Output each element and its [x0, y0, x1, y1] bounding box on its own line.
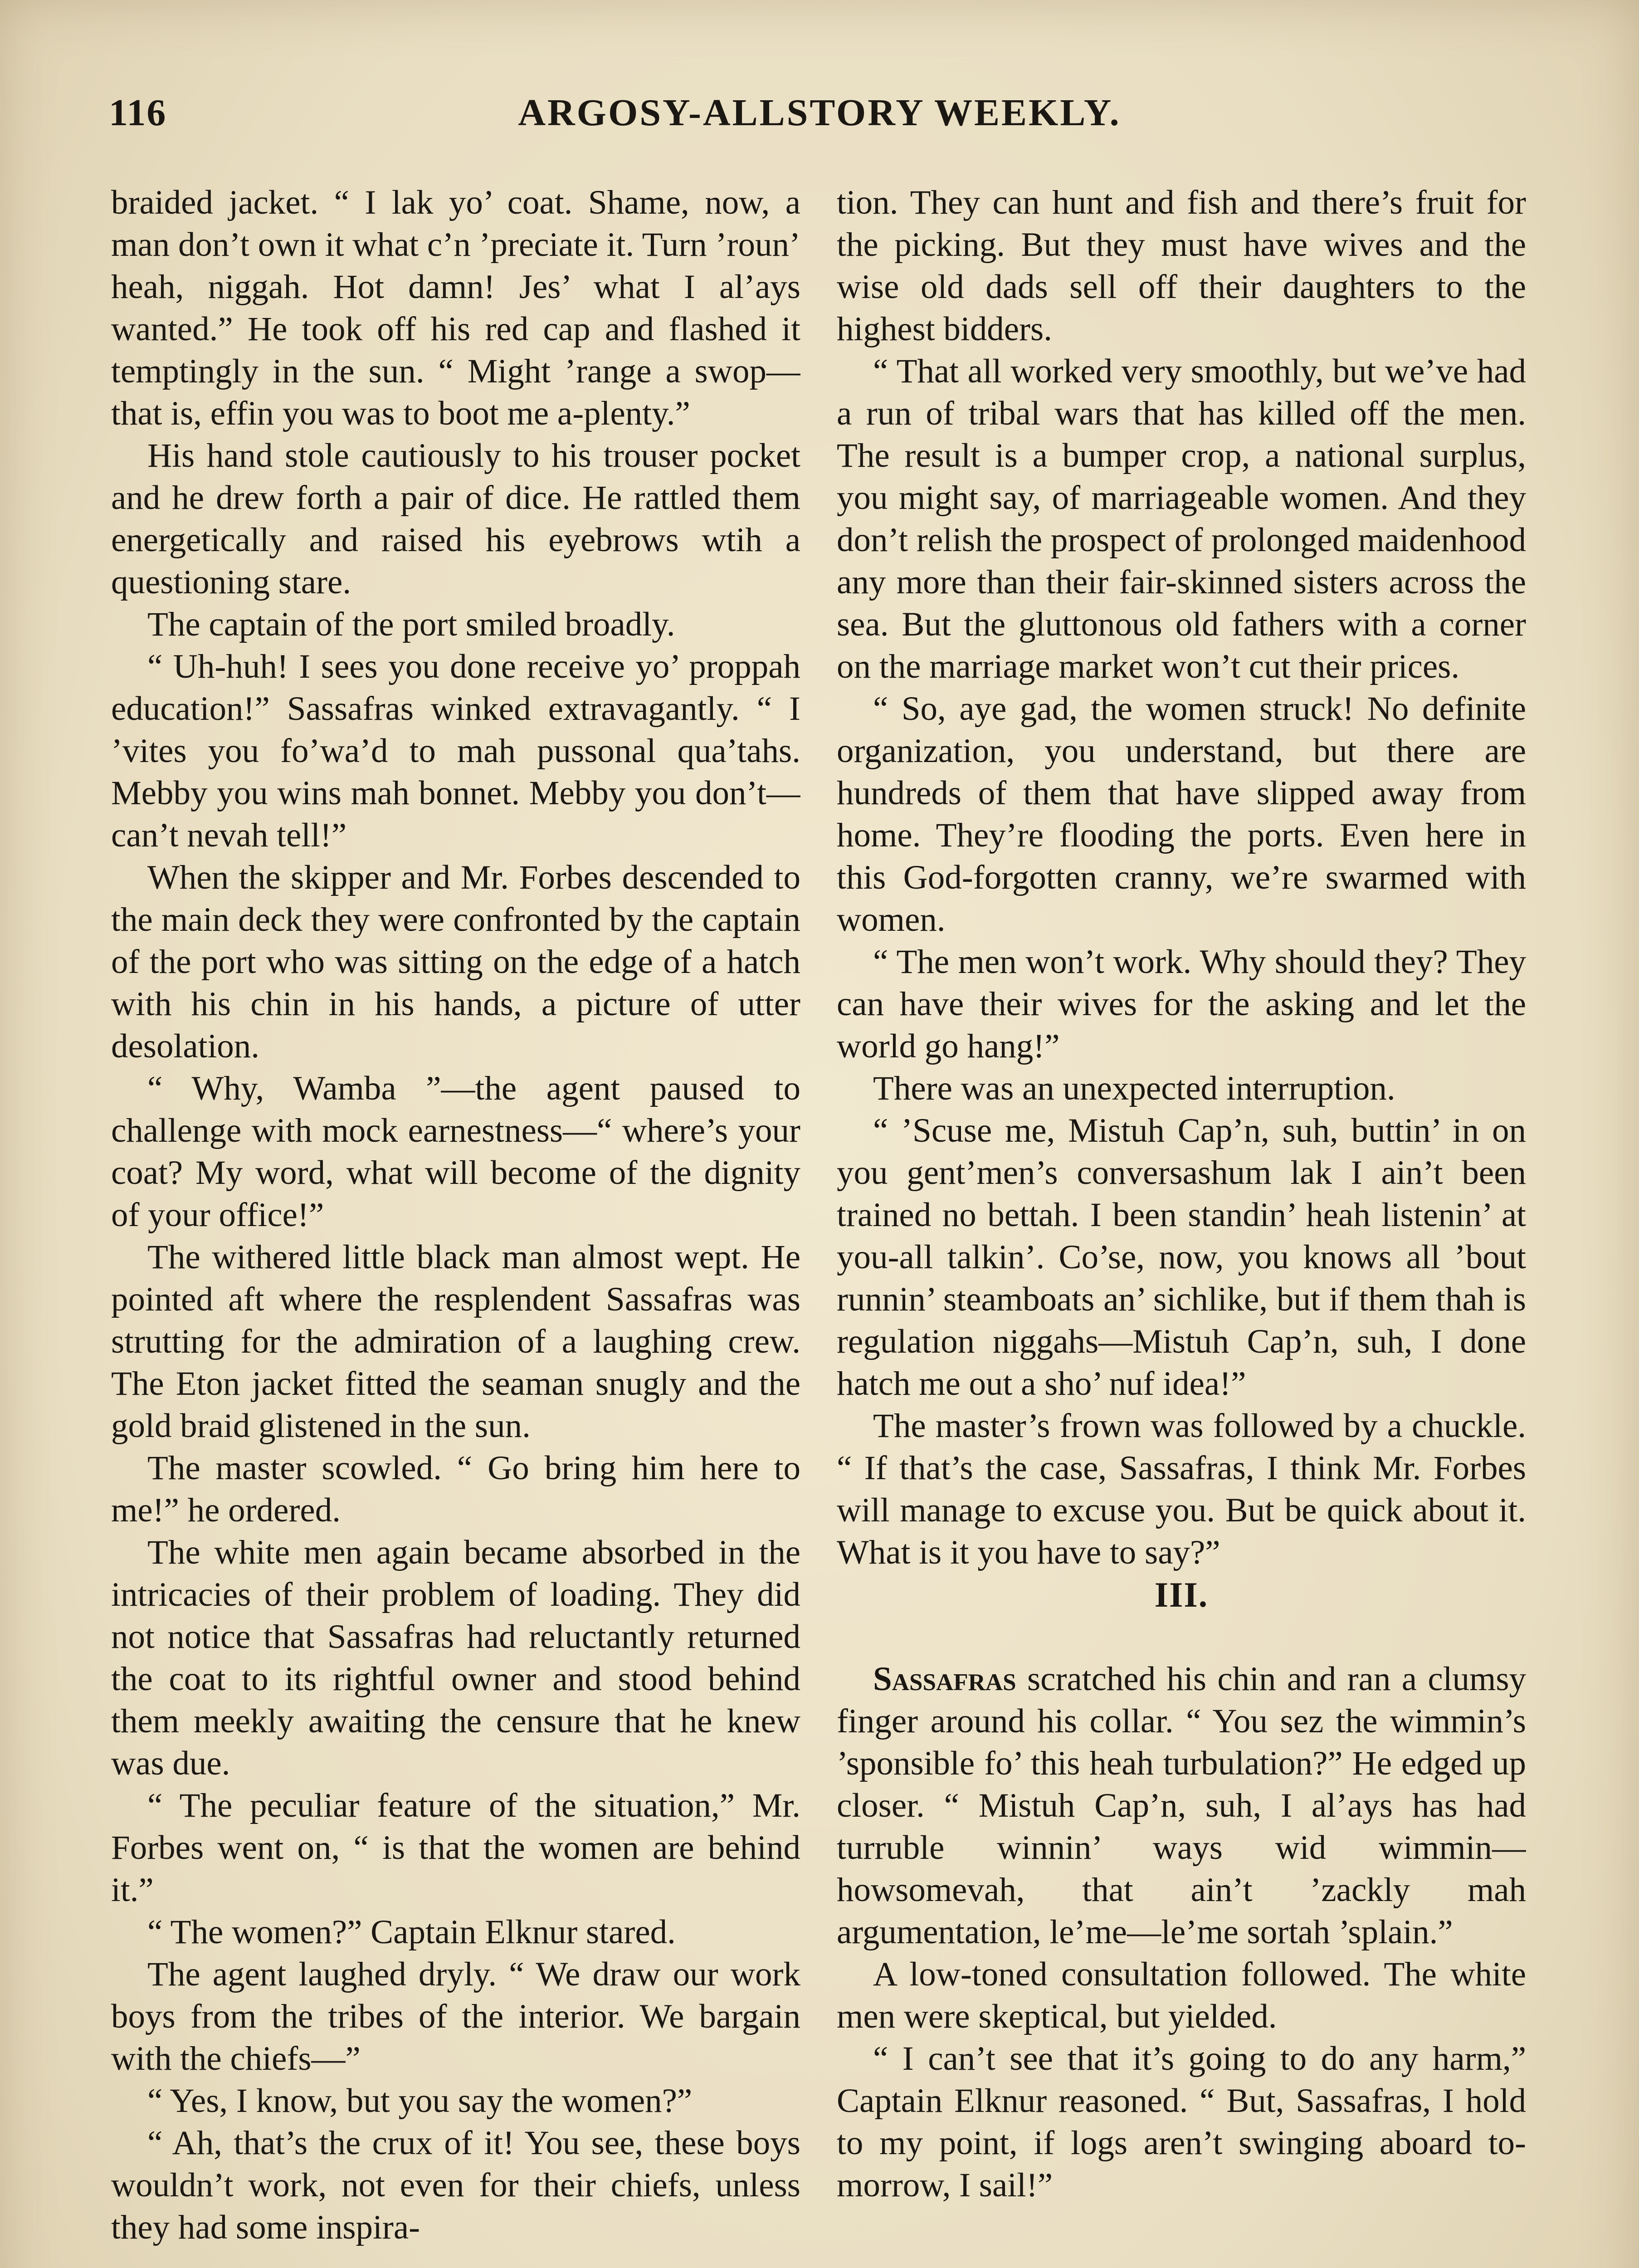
paragraph: A low-toned consultation followed. The white men were skeptical, but yielded. — [837, 1955, 1526, 2035]
paragraph: “ The men won’t work. Why should they? They can have their wives for the asking and let the world go hang!” — [837, 943, 1526, 1065]
paragraph: braided jacket. “ I lak yo’ coat. Shame, now, a man don’t own it what c’n ’preciate it. Turn ’roun’ heah, niggah. Hot damn! Jes’ what I al’ays wanted.” He took off his red cap and flashed it temptingly in the sun. “ Might ’range a swop—that is, effin you was to boot me a-plenty.” — [111, 184, 800, 432]
page-number: 116 — [109, 92, 167, 134]
lead-word: Sassafras — [873, 1660, 1016, 1698]
paragraph: “ The peculiar feature of the situation,” Mr. Forbes went on, “ is that the women are behind it.” — [111, 1787, 800, 1909]
paragraph: There was an unexpected interruption. — [873, 1070, 1395, 1107]
paragraph: “ Yes, I know, but you say the women?” — [147, 2082, 693, 2120]
paragraph: “ The women?” Captain Elknur stared. — [147, 1913, 676, 1951]
paragraph: His hand stole cautiously to his trouser pocket and he drew forth a pair of dice. He rattled them energetically and raised his eyebrows wtih a questioning stare. — [111, 437, 800, 601]
paragraph: The agent laughed dryly. “ We draw our work boys from the tribes of the interior. We bargain with the chiefs—” — [111, 1955, 800, 2077]
paragraph: “ Ah, that’s the crux of it! You see, these boys wouldn’t work, not even for their chiefs, unless they had some inspira- — [111, 2124, 800, 2246]
paragraph: The master’s frown was followed by a chuckle. “ If that’s the case, Sassafras, I think Mr. Forbes will manage to excuse you. But be quick about it. What is it you have to say?” — [837, 1407, 1526, 1571]
paragraph: “ Uh-huh! I sees you done receive yo’ proppah education!” Sassafras winked extravagantly. “ I ’vites you fo’wa’d to mah pussonal qua’tahs. Mebby you wins mah bonnet. Mebby you don’t—can’t nevah tell!” — [111, 648, 800, 854]
paragraph: The captain of the port smiled broadly. — [147, 606, 675, 643]
paragraph: When the skipper and Mr. Forbes descended to the main deck they were confronted by the captain of the port who was sitting on the edge of a hatch with his chin in his hands, a picture of utter desolation. — [111, 859, 800, 1065]
paragraph: “ That all worked very smoothly, but we’ve had a run of tribal wars that has killed off the men. The result is a bumper crop, a national surplus, you might say, of marriageable women. And they don’t relish the prospect of prolonged maidenhood any more than their fair-skinned sisters across the sea. But the gluttonous old fathers with a corner on the marriage market won’t cut their prices. — [837, 352, 1526, 685]
lead-text: scratched his chin and ran a clumsy finger around his collar. “ You sez the wimmin’s ’sponsible fo’ this heah turbulation?” He edged up closer. “ Mistuh Cap’n, suh, I al’ays has had turruble winnin’ ways wid wimmin—howsomevah, that ain’t ’zackly mah argumentation, le’me—le’me sortah ’splain.” — [837, 1660, 1526, 1951]
paragraph: The white men again became absorbed in the intricacies of their problem of loading. They did not notice that Sassafras had reluctantly returned the coat to its rightful owner and stood behind them meekly awaiting the censure that he knew was due. — [111, 1534, 800, 1782]
paragraph — [837, 1658, 1526, 1953]
paragraph: The master scowled. “ Go bring him here to me!” he ordered. — [111, 1449, 800, 1529]
running-head: ARGOSY-ALLSTORY WEEKLY. — [518, 92, 1121, 134]
paragraph: “ ’Scuse me, Mistuh Cap’n, suh, buttin’ in on you gent’men’s conversashum lak I ain’t been trained no bettah. I been standin’ heah listenin’ at you-all talkin’. Co’se, now, you knows all ’bout runnin’ steamboats an’ sichlike, but if them thah is regulation niggahs—Mistuh Cap’n, suh, I done hatch me out a sho’ nuf idea!” — [837, 1112, 1526, 1403]
paragraph: “ So, aye gad, the women struck! No definite organization, you understand, but there are hundreds of them that have slipped away from home. They’re flooding the ports. Even here in this God-forgotten cranny, we’re swarmed with women. — [837, 690, 1526, 938]
section-heading: III. — [1154, 1575, 1209, 1614]
left-column — [111, 181, 800, 2268]
paragraph: tion. They can hunt and fish and there’s fruit for the picking. But they must have wives and the wise old dads sell off their daughters to the highest bidders. — [837, 184, 1526, 348]
page-header — [109, 91, 1530, 145]
paragraph: “ I can’t see that it’s going to do any harm,” Captain Elknur reasoned. “ But, Sassafras, I hold to my point, if logs aren’t swinging aboard to-morrow, I sail!” — [837, 2040, 1526, 2204]
paragraph: “ Why, Wamba ”—the agent paused to challenge with mock earnestness—“ where’s your coat? My word, what will become of the dignity of your office!” — [111, 1070, 800, 1234]
right-column — [837, 181, 1526, 2268]
paragraph: The withered little black man almost wept. He pointed aft where the resplendent Sassafras was strutting for the admiration of a laughing crew. The Eton jacket fitted the seaman snugly and the gold braid glistened in the sun. — [111, 1238, 800, 1445]
